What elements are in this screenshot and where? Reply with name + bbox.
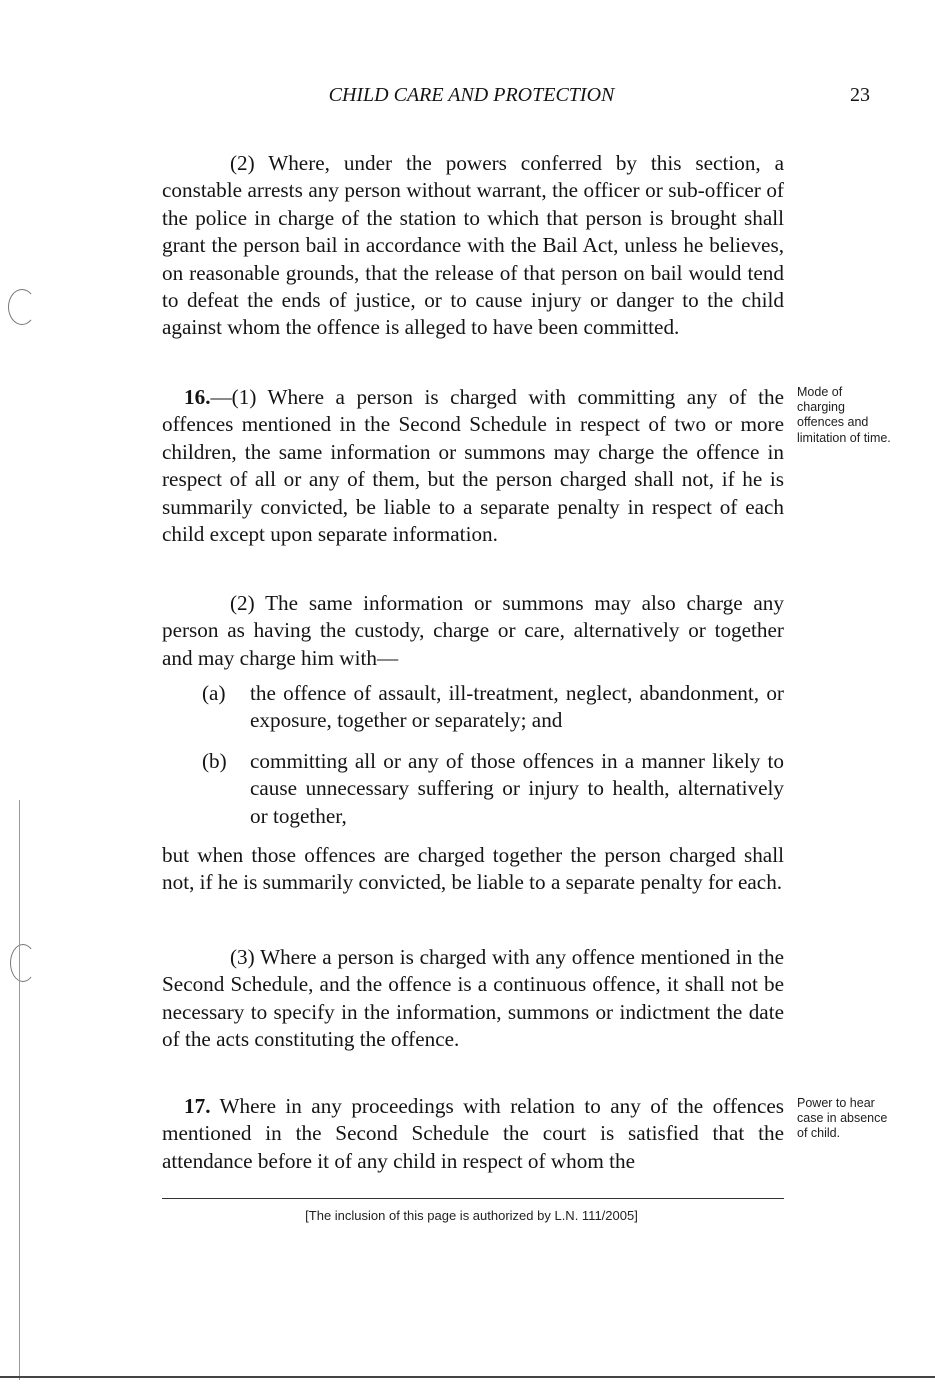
margin-note-section-16: Mode of charging offences and limitation of time.: [797, 385, 891, 445]
section-16-number: 16.: [184, 385, 211, 409]
section-16-subsection-3: (3) Where a person is charged with any offence mentioned in the Second Schedule, and the offence is a continuous offence, it shall not be necessary to specify in the information, summons or indictment the date of the acts constituting the offence.: [162, 945, 784, 1052]
margin-note-section-17: Power to hear case in absence of child.: [797, 1096, 888, 1141]
list-item-label: (a): [202, 681, 226, 705]
footer-rule: [162, 1198, 784, 1199]
list-item-b: [202, 748, 784, 830]
section-17-text: [162, 1093, 784, 1175]
punch-hole-mark: [8, 289, 36, 325]
list-item-text: the offence of assault, ill-treatment, neglect, abandonment, or exposure, together or separately; and: [250, 681, 784, 733]
section-17-number: 17.: [184, 1094, 211, 1118]
running-title: CHILD CARE AND PROTECTION: [328, 84, 615, 106]
list-item-label: (b): [202, 749, 227, 773]
list-item-a: [202, 680, 784, 735]
section-16-subsection-2-close: but when those offences are charged together the person charged shall not, if he is summarily convicted, be liable to a separate penalty for each.: [162, 843, 784, 895]
section-16-subsection-1-text: —(1) Where a person is charged with committing any of the offences mentioned in the Second Schedule in respect of two or more children, the same information or summons may charge the offence in respect of all or any of them, but the person charged shall not, if he is summarily convicted, be liable to a separate penalty in respect of each child except upon separate information.: [162, 385, 784, 547]
list-item-text: committing all or any of those offences in a manner likely to cause unnecessary suffering or injury to health, alternatively or together,: [250, 749, 784, 828]
punch-hole-mark: [10, 944, 36, 982]
section-17-body: Where in any proceedings with relation to any of the offences mentioned in the Second Schedule the court is satisfied that the attendance before it of any child in respect of whom the: [162, 1094, 784, 1173]
section-16-subsection-1: [162, 384, 784, 548]
scan-edge-line: [19, 800, 20, 1380]
footer-authorization-note: [The inclusion of this page is authorized by L.N. 111/2005]: [305, 1208, 638, 1223]
section-15-subsection-2: (2) Where, under the powers conferred by this section, a constable arrests any person without warrant, the officer or sub-officer of the police in charge of the station to which that person is brought shall grant the person bail in accordance with the Bail Act, unless he believes, on reasonable grounds, that the release of that person on bail would tend to defeat the ends of justice, or to cause injury or danger to the child against whom the offence is alleged to have been committed.: [162, 151, 784, 340]
section-16-subsection-2-intro: (2) The same information or summons may also charge any person as having the custody, charge or care, alternatively or together and may charge him with—: [162, 591, 784, 670]
scan-bottom-edge: [0, 1376, 935, 1378]
page-number: 23: [850, 84, 870, 106]
